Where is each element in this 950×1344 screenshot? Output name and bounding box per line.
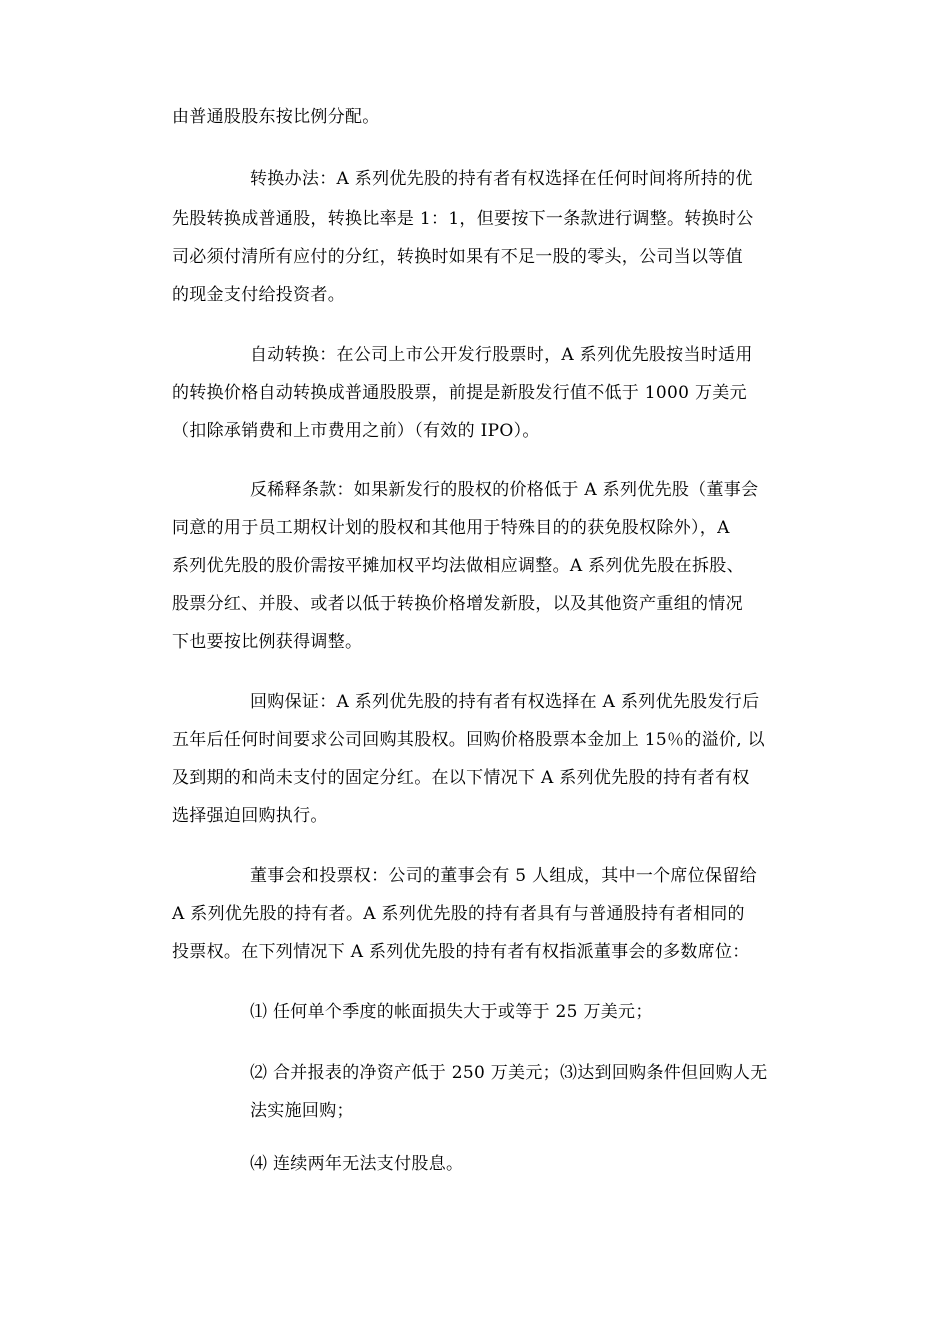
list-item: ⑵ 合并报表的净资产低于 250 万美元；⑶达到回购条件但回购人无 bbox=[250, 1063, 768, 1083]
text-line: 董事会和投票权：公司的董事会有 5 人组成，其中一个席位保留给 bbox=[250, 866, 757, 886]
text-line: 反稀释条款：如果新发行的股权的价格低于 A 系列优先股（董事会 bbox=[250, 480, 759, 500]
text-line: 及到期的和尚未支付的固定分红。在以下情况下 A 系列优先股的持有者有权 bbox=[172, 768, 750, 788]
text-line: （扣除承销费和上市费用之前）（有效的 IPO）。 bbox=[172, 421, 540, 441]
text-line: 选择强迫回购执行。 bbox=[172, 806, 328, 826]
text-line: 法实施回购； bbox=[250, 1101, 354, 1121]
text-line: 的现金支付给投资者。 bbox=[172, 285, 345, 305]
text-line: 回购保证：A 系列优先股的持有者有权选择在 A 系列优先股发行后 bbox=[250, 692, 760, 712]
list-item: ⑷ 连续两年无法支付股息。 bbox=[250, 1154, 464, 1174]
text-line: 转换办法：A 系列优先股的持有者有权选择在任何时间将所持的优 bbox=[250, 169, 753, 189]
text-line: A 系列优先股的持有者。A 系列优先股的持有者具有与普通股持有者相同的 bbox=[172, 904, 745, 924]
text-line: 系列优先股的股价需按平摊加权平均法做相应调整。A 系列优先股在拆股、 bbox=[172, 556, 744, 576]
list-item: ⑴ 任何单个季度的帐面损失大于或等于 25 万美元； bbox=[250, 1002, 653, 1022]
text-line: 下也要按比例获得调整。 bbox=[172, 632, 363, 652]
text-line: 同意的用于员工期权计划的股权和其他用于特殊目的的获免股权除外），A bbox=[172, 518, 730, 538]
text-line: 股票分红、并股、或者以低于转换价格增发新股，以及其他资产重组的情况 bbox=[172, 594, 743, 614]
text-line: 先股转换成普通股，转换比率是 1：1，但要按下一条款进行调整。转换时公 bbox=[172, 209, 754, 229]
text-line: 自动转换：在公司上市公开发行股票时，A 系列优先股按当时适用 bbox=[250, 345, 753, 365]
text-line: 的转换价格自动转换成普通股股票，前提是新股发行值不低于 1000 万美元 bbox=[172, 383, 747, 403]
text-line: 由普通股股东按比例分配。 bbox=[172, 107, 380, 127]
text-line: 五年后任何时间要求公司回购其股权。回购价格股票本金加上 15％的溢价, 以 bbox=[172, 730, 765, 750]
text-line: 司必须付清所有应付的分红，转换时如果有不足一股的零头，公司当以等值 bbox=[172, 247, 743, 267]
text-line: 投票权。在下列情况下 A 系列优先股的持有者有权指派董事会的多数席位： bbox=[172, 942, 750, 962]
